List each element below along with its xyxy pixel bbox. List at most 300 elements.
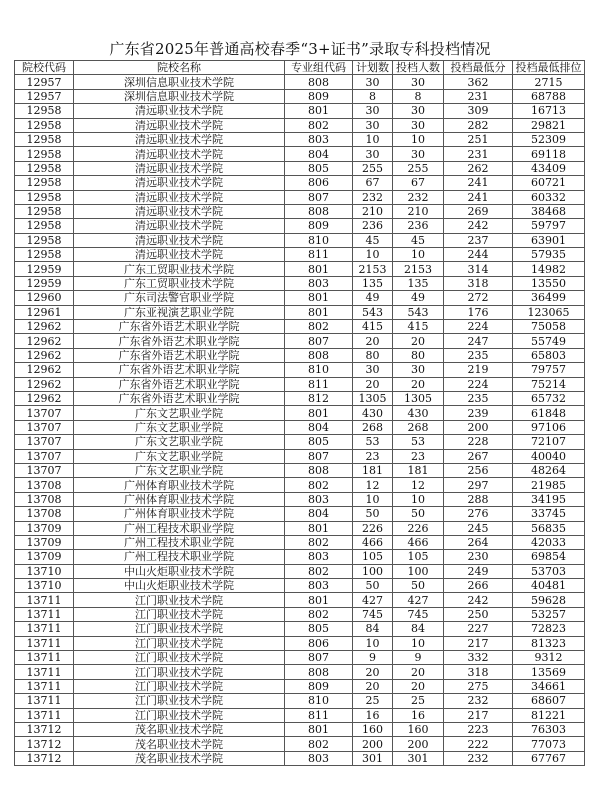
cell-plan-count: 80	[353, 348, 393, 362]
cell-plan-count: 9	[353, 651, 393, 665]
cell-min-rank: 14982	[513, 262, 585, 276]
cell-plan-count: 67	[353, 176, 393, 190]
cell-group-code: 808	[285, 75, 353, 89]
cell-min-score: 235	[444, 348, 513, 362]
cell-group-code: 803	[285, 276, 353, 290]
cell-school-name: 广州工程技术职业学院	[74, 550, 285, 564]
cell-min-rank: 29821	[513, 118, 585, 132]
cell-school-name: 广东省外语艺术职业学院	[74, 391, 285, 405]
table-row	[15, 507, 585, 521]
cell-group-code: 801	[285, 521, 353, 535]
cell-min-rank: 38468	[513, 204, 585, 218]
cell-admitted-count: 10	[393, 132, 444, 146]
cell-min-rank: 67767	[513, 751, 585, 765]
cell-school-name: 江门职业技术学院	[74, 607, 285, 621]
cell-min-score: 228	[444, 435, 513, 449]
table-row	[15, 248, 585, 262]
cell-school-code: 13712	[15, 722, 74, 736]
cell-min-score: 282	[444, 118, 513, 132]
cell-plan-count: 20	[353, 334, 393, 348]
cell-min-rank: 68607	[513, 694, 585, 708]
cell-plan-count: 135	[353, 276, 393, 290]
cell-plan-count: 50	[353, 507, 393, 521]
cell-min-rank: 36499	[513, 291, 585, 305]
table-row	[15, 190, 585, 204]
cell-admitted-count: 12	[393, 478, 444, 492]
cell-min-rank: 72823	[513, 622, 585, 636]
cell-plan-count: 25	[353, 694, 393, 708]
header-min-score: 投档最低分	[444, 61, 513, 75]
cell-min-rank: 59628	[513, 593, 585, 607]
table-row	[15, 679, 585, 693]
cell-min-score: 200	[444, 420, 513, 434]
cell-group-code: 801	[285, 593, 353, 607]
cell-min-score: 245	[444, 521, 513, 535]
cell-school-code: 13710	[15, 579, 74, 593]
cell-admitted-count: 160	[393, 722, 444, 736]
cell-admitted-count: 23	[393, 449, 444, 463]
cell-school-name: 广东亚视演艺职业学院	[74, 305, 285, 319]
cell-plan-count: 466	[353, 535, 393, 549]
cell-plan-count: 232	[353, 190, 393, 204]
cell-plan-count: 49	[353, 291, 393, 305]
cell-plan-count: 301	[353, 751, 393, 765]
cell-school-code: 12962	[15, 320, 74, 334]
cell-group-code: 802	[285, 564, 353, 578]
cell-school-name: 广州体育职业技术学院	[74, 492, 285, 506]
cell-school-name: 广州体育职业技术学院	[74, 478, 285, 492]
cell-plan-count: 30	[353, 104, 393, 118]
table-row	[15, 593, 585, 607]
cell-plan-count: 160	[353, 722, 393, 736]
cell-admitted-count: 543	[393, 305, 444, 319]
cell-school-name: 广东省外语艺术职业学院	[74, 363, 285, 377]
table-row	[15, 161, 585, 175]
cell-school-name: 中山火炬职业技术学院	[74, 564, 285, 578]
cell-group-code: 804	[285, 420, 353, 434]
table-row	[15, 377, 585, 391]
cell-min-score: 242	[444, 219, 513, 233]
cell-admitted-count: 20	[393, 665, 444, 679]
cell-school-name: 中山火炬职业技术学院	[74, 579, 285, 593]
cell-plan-count: 210	[353, 204, 393, 218]
table-row	[15, 291, 585, 305]
cell-plan-count: 20	[353, 665, 393, 679]
cell-min-rank: 33745	[513, 507, 585, 521]
cell-min-rank: 65732	[513, 391, 585, 405]
table-row	[15, 708, 585, 722]
cell-plan-count: 105	[353, 550, 393, 564]
cell-school-code: 12961	[15, 305, 74, 319]
cell-plan-count: 427	[353, 593, 393, 607]
cell-min-rank: 60332	[513, 190, 585, 204]
cell-min-score: 237	[444, 233, 513, 247]
cell-school-code: 12958	[15, 248, 74, 262]
cell-admitted-count: 232	[393, 190, 444, 204]
cell-group-code: 809	[285, 679, 353, 693]
cell-min-score: 267	[444, 449, 513, 463]
cell-min-score: 176	[444, 305, 513, 319]
cell-plan-count: 20	[353, 679, 393, 693]
cell-admitted-count: 30	[393, 118, 444, 132]
table-row	[15, 334, 585, 348]
cell-admitted-count: 200	[393, 737, 444, 751]
cell-school-code: 13707	[15, 463, 74, 477]
cell-min-score: 276	[444, 507, 513, 521]
cell-group-code: 802	[285, 535, 353, 549]
cell-min-score: 318	[444, 276, 513, 290]
cell-admitted-count: 181	[393, 463, 444, 477]
cell-group-code: 807	[285, 190, 353, 204]
cell-plan-count: 45	[353, 233, 393, 247]
cell-min-rank: 69854	[513, 550, 585, 564]
cell-admitted-count: 49	[393, 291, 444, 305]
cell-school-name: 清远职业技术学院	[74, 161, 285, 175]
table-row	[15, 622, 585, 636]
cell-admitted-count: 236	[393, 219, 444, 233]
cell-school-name: 广东文艺职业学院	[74, 420, 285, 434]
cell-plan-count: 16	[353, 708, 393, 722]
cell-admitted-count: 16	[393, 708, 444, 722]
cell-school-code: 12962	[15, 391, 74, 405]
cell-min-rank: 53257	[513, 607, 585, 621]
cell-plan-count: 10	[353, 248, 393, 262]
table-row	[15, 118, 585, 132]
header-group-code: 专业组代码	[285, 61, 353, 75]
cell-school-name: 广东文艺职业学院	[74, 406, 285, 420]
table-row	[15, 737, 585, 751]
cell-min-rank: 48264	[513, 463, 585, 477]
cell-min-score: 244	[444, 248, 513, 262]
cell-school-name: 广州工程技术职业学院	[74, 521, 285, 535]
cell-admitted-count: 30	[393, 147, 444, 161]
cell-min-rank: 13550	[513, 276, 585, 290]
table-row	[15, 75, 585, 89]
cell-group-code: 803	[285, 492, 353, 506]
cell-school-name: 清远职业技术学院	[74, 104, 285, 118]
table-row	[15, 320, 585, 334]
cell-school-name: 清远职业技术学院	[74, 147, 285, 161]
cell-group-code: 811	[285, 708, 353, 722]
table-row	[15, 391, 585, 405]
cell-school-code: 13709	[15, 535, 74, 549]
cell-group-code: 802	[285, 607, 353, 621]
cell-min-rank: 81323	[513, 636, 585, 650]
cell-school-code: 13708	[15, 478, 74, 492]
cell-group-code: 803	[285, 132, 353, 146]
table-row	[15, 420, 585, 434]
cell-plan-count: 10	[353, 636, 393, 650]
cell-min-rank: 2715	[513, 75, 585, 89]
document-title: 广东省2025年普通高校春季“3+证书”录取专科投档情况	[109, 40, 491, 58]
cell-group-code: 805	[285, 435, 353, 449]
cell-min-score: 219	[444, 363, 513, 377]
cell-admitted-count: 1305	[393, 391, 444, 405]
cell-plan-count: 10	[353, 132, 393, 146]
table-header-row	[15, 61, 585, 75]
admission-table	[14, 60, 585, 766]
cell-admitted-count: 9	[393, 651, 444, 665]
cell-min-rank: 43409	[513, 161, 585, 175]
cell-admitted-count: 466	[393, 535, 444, 549]
cell-admitted-count: 20	[393, 334, 444, 348]
cell-plan-count: 745	[353, 607, 393, 621]
header-school-code: 院校代码	[15, 61, 74, 75]
cell-school-name: 江门职业技术学院	[74, 694, 285, 708]
cell-group-code: 802	[285, 737, 353, 751]
cell-min-rank: 72107	[513, 435, 585, 449]
table-row	[15, 665, 585, 679]
cell-school-name: 清远职业技术学院	[74, 176, 285, 190]
cell-school-name: 广东省外语艺术职业学院	[74, 348, 285, 362]
cell-min-score: 266	[444, 579, 513, 593]
cell-school-name: 江门职业技术学院	[74, 651, 285, 665]
cell-admitted-count: 268	[393, 420, 444, 434]
table-row	[15, 147, 585, 161]
cell-school-name: 清远职业技术学院	[74, 248, 285, 262]
cell-min-score: 242	[444, 593, 513, 607]
cell-school-code: 12962	[15, 363, 74, 377]
cell-group-code: 802	[285, 478, 353, 492]
table-row	[15, 89, 585, 103]
cell-school-code: 13707	[15, 420, 74, 434]
cell-school-code: 13711	[15, 593, 74, 607]
cell-school-code: 13711	[15, 622, 74, 636]
cell-school-code: 12958	[15, 118, 74, 132]
cell-min-rank: 60721	[513, 176, 585, 190]
cell-school-code: 12957	[15, 75, 74, 89]
cell-min-rank: 13569	[513, 665, 585, 679]
cell-school-name: 广东文艺职业学院	[74, 449, 285, 463]
cell-school-code: 12962	[15, 348, 74, 362]
table-row	[15, 363, 585, 377]
cell-group-code: 804	[285, 507, 353, 521]
cell-min-score: 239	[444, 406, 513, 420]
cell-admitted-count: 427	[393, 593, 444, 607]
cell-group-code: 801	[285, 291, 353, 305]
cell-min-rank: 42033	[513, 535, 585, 549]
cell-school-name: 广东省外语艺术职业学院	[74, 377, 285, 391]
cell-min-rank: 59797	[513, 219, 585, 233]
cell-plan-count: 8	[353, 89, 393, 103]
cell-admitted-count: 53	[393, 435, 444, 449]
header-plan-count: 计划数	[353, 61, 393, 75]
cell-admitted-count: 100	[393, 564, 444, 578]
cell-school-code: 12957	[15, 89, 74, 103]
cell-school-name: 深圳信息职业技术学院	[74, 75, 285, 89]
cell-min-score: 314	[444, 262, 513, 276]
cell-min-score: 297	[444, 478, 513, 492]
cell-admitted-count: 30	[393, 104, 444, 118]
cell-school-name: 广东工贸职业技术学院	[74, 276, 285, 290]
cell-plan-count: 543	[353, 305, 393, 319]
cell-plan-count: 53	[353, 435, 393, 449]
table-row	[15, 651, 585, 665]
cell-min-score: 231	[444, 89, 513, 103]
table-row	[15, 262, 585, 276]
cell-min-score: 318	[444, 665, 513, 679]
cell-school-code: 13709	[15, 550, 74, 564]
cell-min-rank: 16713	[513, 104, 585, 118]
cell-min-rank: 69118	[513, 147, 585, 161]
cell-school-code: 13709	[15, 521, 74, 535]
cell-min-rank: 55749	[513, 334, 585, 348]
cell-min-rank: 57935	[513, 248, 585, 262]
cell-plan-count: 10	[353, 492, 393, 506]
cell-school-code: 13708	[15, 492, 74, 506]
cell-min-score: 250	[444, 607, 513, 621]
table-row	[15, 276, 585, 290]
cell-min-score: 223	[444, 722, 513, 736]
cell-admitted-count: 210	[393, 204, 444, 218]
table-row	[15, 478, 585, 492]
cell-plan-count: 30	[353, 75, 393, 89]
cell-min-score: 332	[444, 651, 513, 665]
cell-min-rank: 65803	[513, 348, 585, 362]
cell-min-rank: 75058	[513, 320, 585, 334]
cell-group-code: 808	[285, 665, 353, 679]
table-row	[15, 348, 585, 362]
cell-plan-count: 236	[353, 219, 393, 233]
cell-min-rank: 9312	[513, 651, 585, 665]
table-row	[15, 204, 585, 218]
cell-min-score: 217	[444, 708, 513, 722]
cell-school-code: 12958	[15, 219, 74, 233]
cell-min-score: 232	[444, 751, 513, 765]
cell-group-code: 810	[285, 694, 353, 708]
header-admitted-count: 投档人数	[393, 61, 444, 75]
table-row	[15, 722, 585, 736]
cell-min-rank: 77073	[513, 737, 585, 751]
cell-admitted-count: 301	[393, 751, 444, 765]
cell-min-score: 241	[444, 190, 513, 204]
cell-admitted-count: 255	[393, 161, 444, 175]
cell-group-code: 810	[285, 233, 353, 247]
cell-min-rank: 63901	[513, 233, 585, 247]
cell-school-code: 12959	[15, 262, 74, 276]
cell-min-rank: 34661	[513, 679, 585, 693]
cell-min-score: 224	[444, 377, 513, 391]
cell-school-code: 12958	[15, 132, 74, 146]
cell-plan-count: 430	[353, 406, 393, 420]
cell-min-rank: 97106	[513, 420, 585, 434]
cell-min-score: 232	[444, 694, 513, 708]
table-row	[15, 550, 585, 564]
cell-school-name: 广东省外语艺术职业学院	[74, 320, 285, 334]
cell-group-code: 809	[285, 89, 353, 103]
table-row	[15, 219, 585, 233]
cell-school-code: 12960	[15, 291, 74, 305]
cell-school-name: 广东文艺职业学院	[74, 435, 285, 449]
cell-min-score: 249	[444, 564, 513, 578]
cell-admitted-count: 45	[393, 233, 444, 247]
cell-min-score: 272	[444, 291, 513, 305]
table-row	[15, 694, 585, 708]
cell-school-code: 12958	[15, 204, 74, 218]
cell-school-code: 13707	[15, 406, 74, 420]
cell-school-code: 13711	[15, 607, 74, 621]
cell-admitted-count: 25	[393, 694, 444, 708]
cell-school-code: 13712	[15, 737, 74, 751]
cell-group-code: 803	[285, 751, 353, 765]
cell-school-code: 12958	[15, 176, 74, 190]
cell-min-score: 269	[444, 204, 513, 218]
cell-group-code: 807	[285, 449, 353, 463]
cell-group-code: 812	[285, 391, 353, 405]
table-row	[15, 449, 585, 463]
cell-plan-count: 30	[353, 363, 393, 377]
cell-school-name: 广州工程技术职业学院	[74, 535, 285, 549]
cell-min-rank: 68788	[513, 89, 585, 103]
cell-admitted-count: 30	[393, 75, 444, 89]
cell-school-code: 13711	[15, 708, 74, 722]
cell-min-score: 309	[444, 104, 513, 118]
cell-min-rank: 61848	[513, 406, 585, 420]
table-row	[15, 406, 585, 420]
cell-school-code: 13710	[15, 564, 74, 578]
cell-school-name: 清远职业技术学院	[74, 233, 285, 247]
cell-group-code: 801	[285, 262, 353, 276]
cell-group-code: 802	[285, 118, 353, 132]
cell-min-rank: 40481	[513, 579, 585, 593]
cell-group-code: 802	[285, 320, 353, 334]
cell-admitted-count: 415	[393, 320, 444, 334]
table-row	[15, 636, 585, 650]
cell-min-score: 264	[444, 535, 513, 549]
table-row	[15, 104, 585, 118]
cell-school-name: 茂名职业技术学院	[74, 722, 285, 736]
cell-admitted-count: 30	[393, 363, 444, 377]
table-row	[15, 607, 585, 621]
cell-min-score: 251	[444, 132, 513, 146]
cell-min-rank: 53703	[513, 564, 585, 578]
cell-plan-count: 84	[353, 622, 393, 636]
cell-min-score: 247	[444, 334, 513, 348]
cell-school-name: 茂名职业技术学院	[74, 751, 285, 765]
cell-group-code: 803	[285, 550, 353, 564]
cell-min-score: 235	[444, 391, 513, 405]
cell-plan-count: 226	[353, 521, 393, 535]
cell-admitted-count: 10	[393, 248, 444, 262]
cell-school-code: 12958	[15, 147, 74, 161]
cell-admitted-count: 8	[393, 89, 444, 103]
cell-school-name: 清远职业技术学院	[74, 190, 285, 204]
cell-plan-count: 415	[353, 320, 393, 334]
cell-admitted-count: 50	[393, 579, 444, 593]
cell-min-rank: 81221	[513, 708, 585, 722]
cell-school-code: 13711	[15, 665, 74, 679]
cell-min-score: 262	[444, 161, 513, 175]
cell-plan-count: 30	[353, 147, 393, 161]
cell-plan-count: 268	[353, 420, 393, 434]
cell-school-name: 广东省外语艺术职业学院	[74, 334, 285, 348]
cell-school-name: 清远职业技术学院	[74, 219, 285, 233]
cell-school-name: 清远职业技术学院	[74, 132, 285, 146]
cell-school-name: 广东文艺职业学院	[74, 463, 285, 477]
cell-group-code: 811	[285, 377, 353, 391]
cell-plan-count: 2153	[353, 262, 393, 276]
cell-min-rank: 123065	[513, 305, 585, 319]
cell-admitted-count: 10	[393, 492, 444, 506]
cell-plan-count: 200	[353, 737, 393, 751]
cell-plan-count: 100	[353, 564, 393, 578]
table-row	[15, 132, 585, 146]
table-row	[15, 463, 585, 477]
cell-group-code: 807	[285, 334, 353, 348]
cell-school-code: 13707	[15, 449, 74, 463]
cell-school-name: 江门职业技术学院	[74, 665, 285, 679]
cell-group-code: 808	[285, 204, 353, 218]
